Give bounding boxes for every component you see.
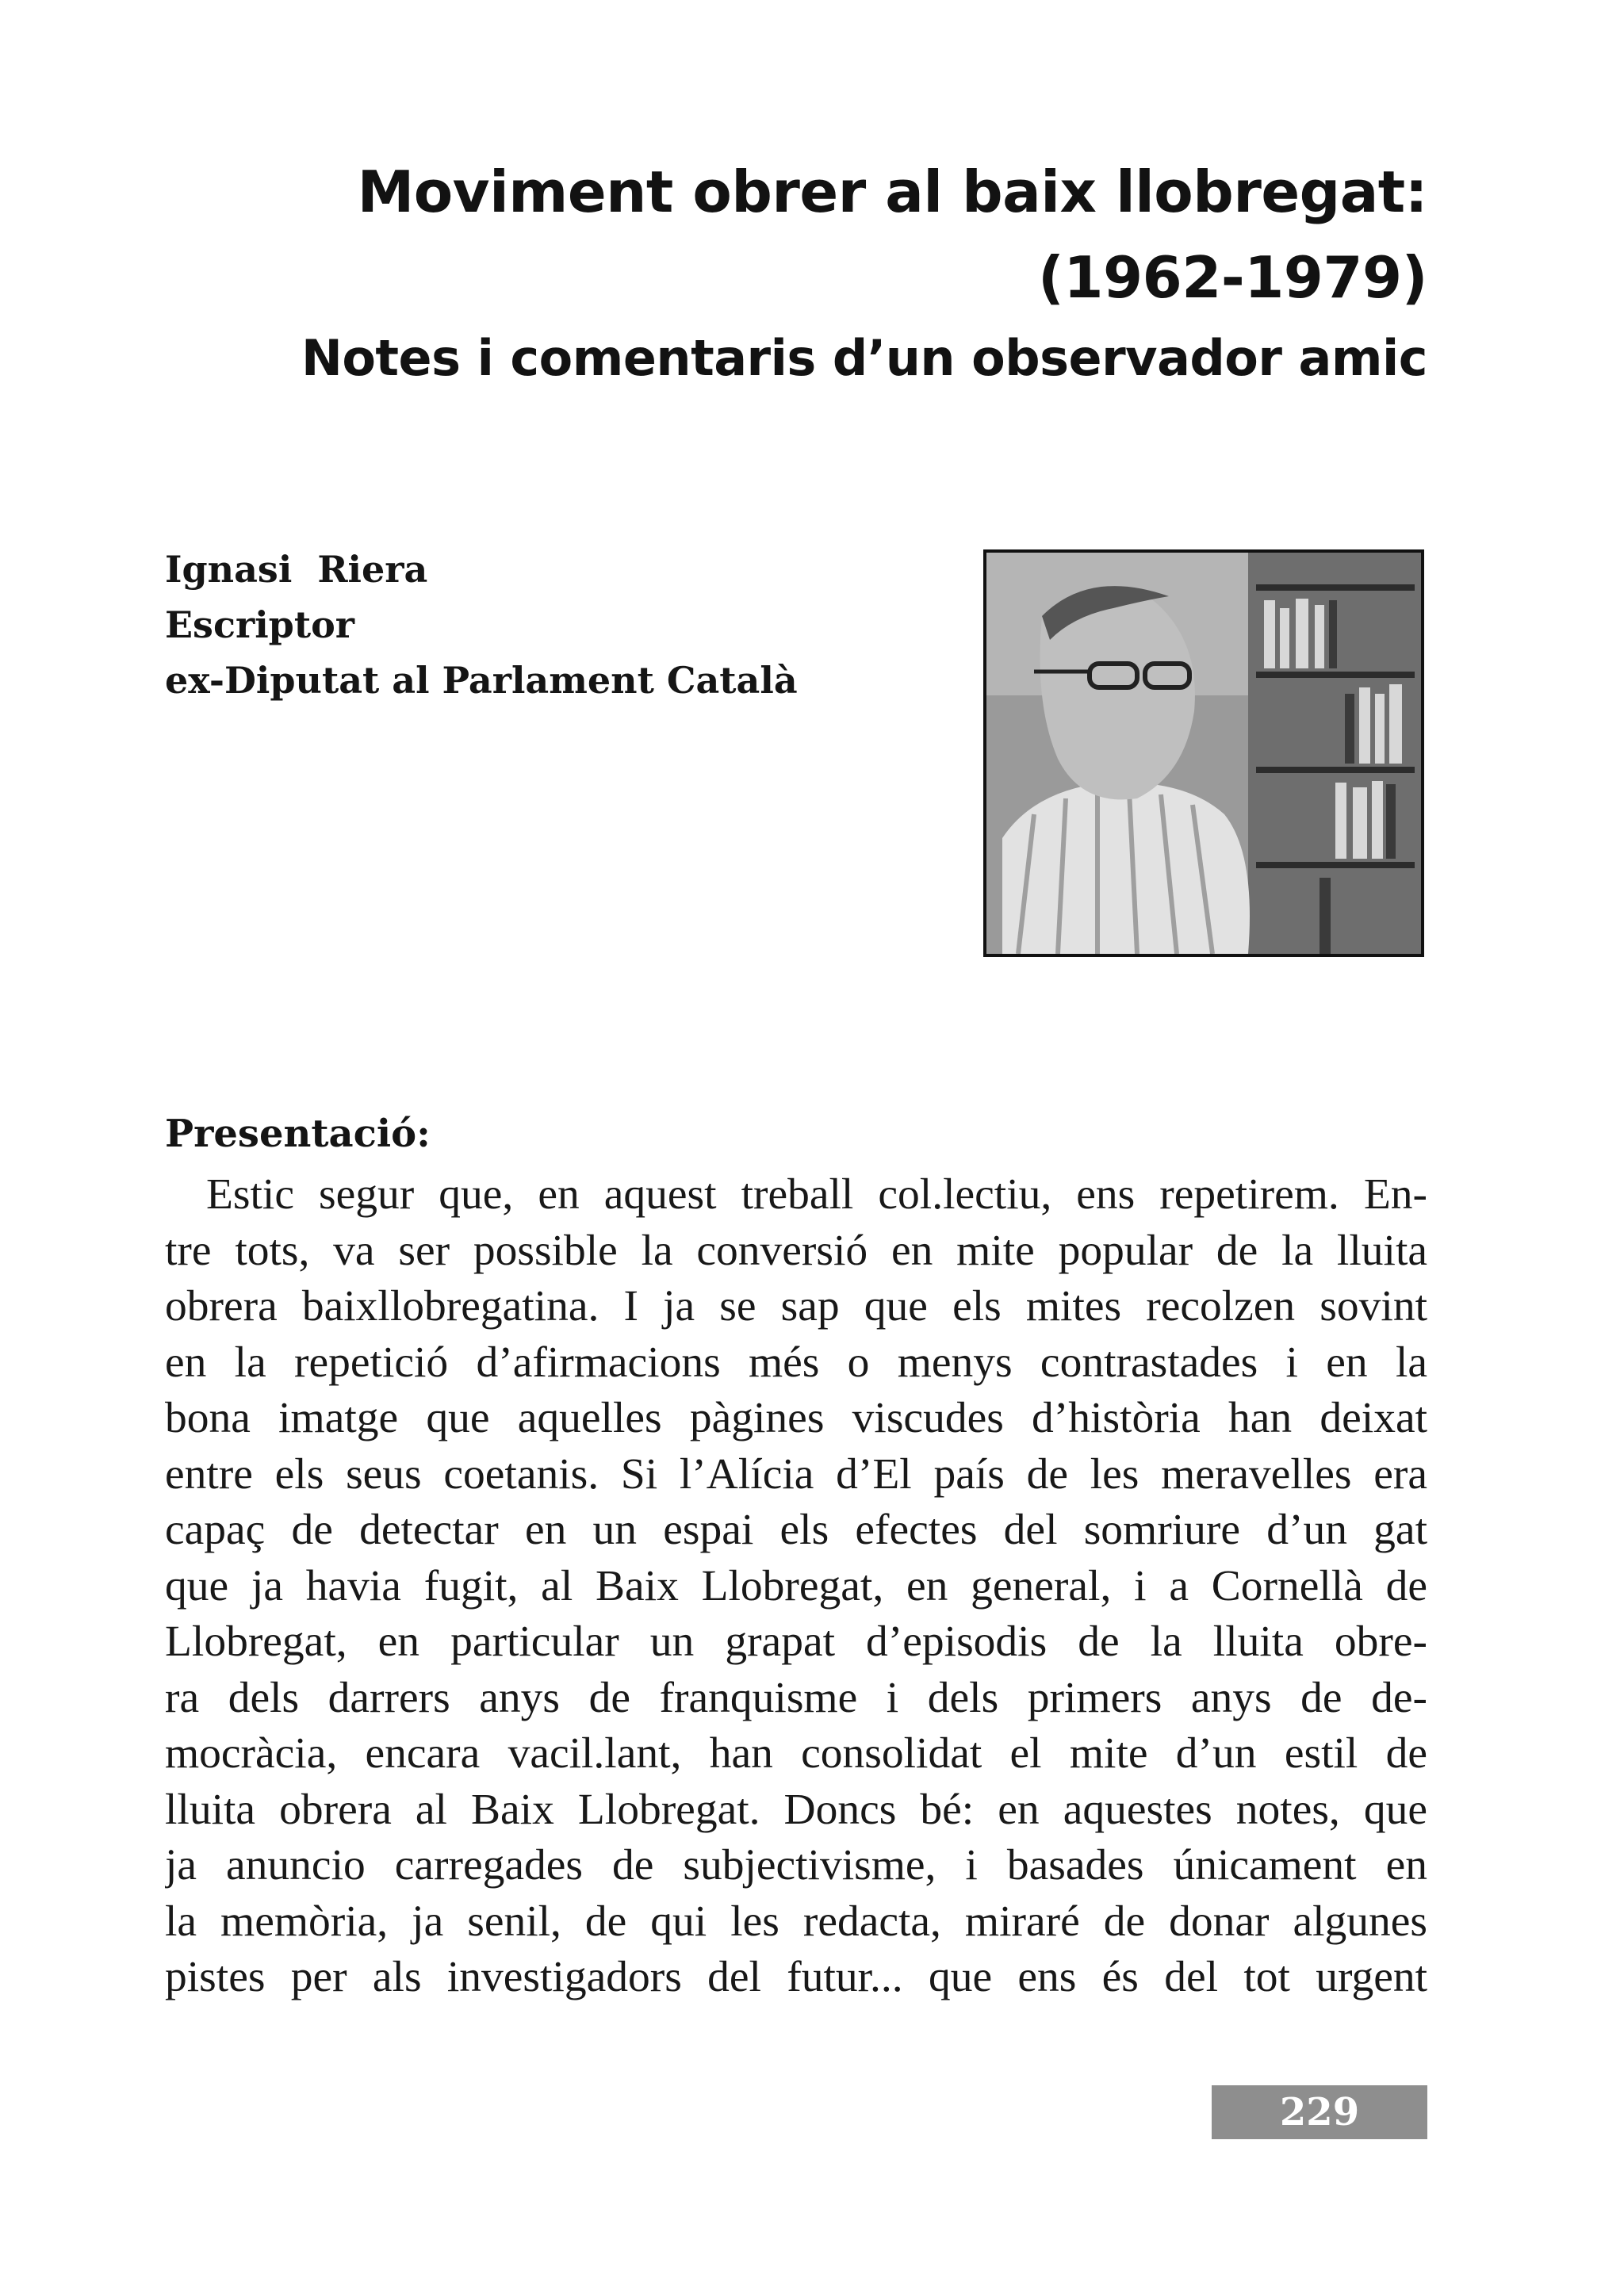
body-line: pistes per als investigadors del futur... que ens és del tot urgent: [165, 1953, 1427, 2001]
article-title-block: [159, 149, 1427, 396]
body-line: capaç de detectar en un espai els efectes del somriure d’un gat: [165, 1506, 1427, 1554]
body-line: que ja havia fugit, al Baix Llobregat, en general, i a Cornellà de: [165, 1561, 1427, 1610]
body-line: bona imatge que aquelles pàgines viscudes d’història han deixat: [165, 1394, 1427, 1442]
body-line: la memòria, ja senil, de qui les redacta, miraré de donar algunes: [165, 1897, 1427, 1946]
body-line: ra dels darrers anys de franquisme i dels primers anys de de-: [165, 1673, 1427, 1722]
author-portrait-photo: [983, 549, 1424, 957]
body-line: Llobregat, en particular un grapat d’episodis de la lluita obre-: [165, 1617, 1427, 1666]
article-title-line-1: Moviment obrer al baix llobregat:: [357, 159, 1427, 225]
author-info: [165, 542, 798, 708]
body-line: tre tots, va ser possible la conversió en mite popular de la lluita: [165, 1226, 1427, 1275]
article-subtitle: Notes i comentaris d’un observador amic: [301, 329, 1427, 387]
body-line: en la repetició d’afirmacions més o menys contrastades i en la: [165, 1338, 1427, 1387]
body-line: ja anuncio carregades de subjectivisme, i basades únicament en: [165, 1841, 1427, 1889]
section-heading-presentacio: Presentació:: [165, 1112, 431, 1156]
author-name: Ignasi Riera: [165, 548, 428, 591]
body-line: Estic segur que, en aquest treball col.lectiu, ens repetirem. En-: [206, 1170, 1427, 1219]
body-paragraph: [165, 1167, 1427, 2006]
article-title-line-2: (1962-1979): [1038, 244, 1427, 311]
page-number: 229: [1212, 2085, 1427, 2139]
author-affiliation: ex-Diputat al Parlament Català: [165, 659, 798, 702]
body-line: entre els seus coetanis. Si l’Alícia d’El país de les meravelles era: [165, 1449, 1427, 1499]
body-line: lluita obrera al Baix Llobregat. Doncs bé: en aquestes notes, que: [165, 1785, 1427, 1834]
author-role: Escriptor: [165, 603, 355, 646]
body-line: obrera baixllobregatina. I ja se sap que els mites recolzen sovint: [165, 1282, 1427, 1330]
portrait-image: [986, 553, 1421, 954]
body-line: mocràcia, encara vacil.lant, han consolidat el mite d’un estil de: [165, 1729, 1427, 1778]
